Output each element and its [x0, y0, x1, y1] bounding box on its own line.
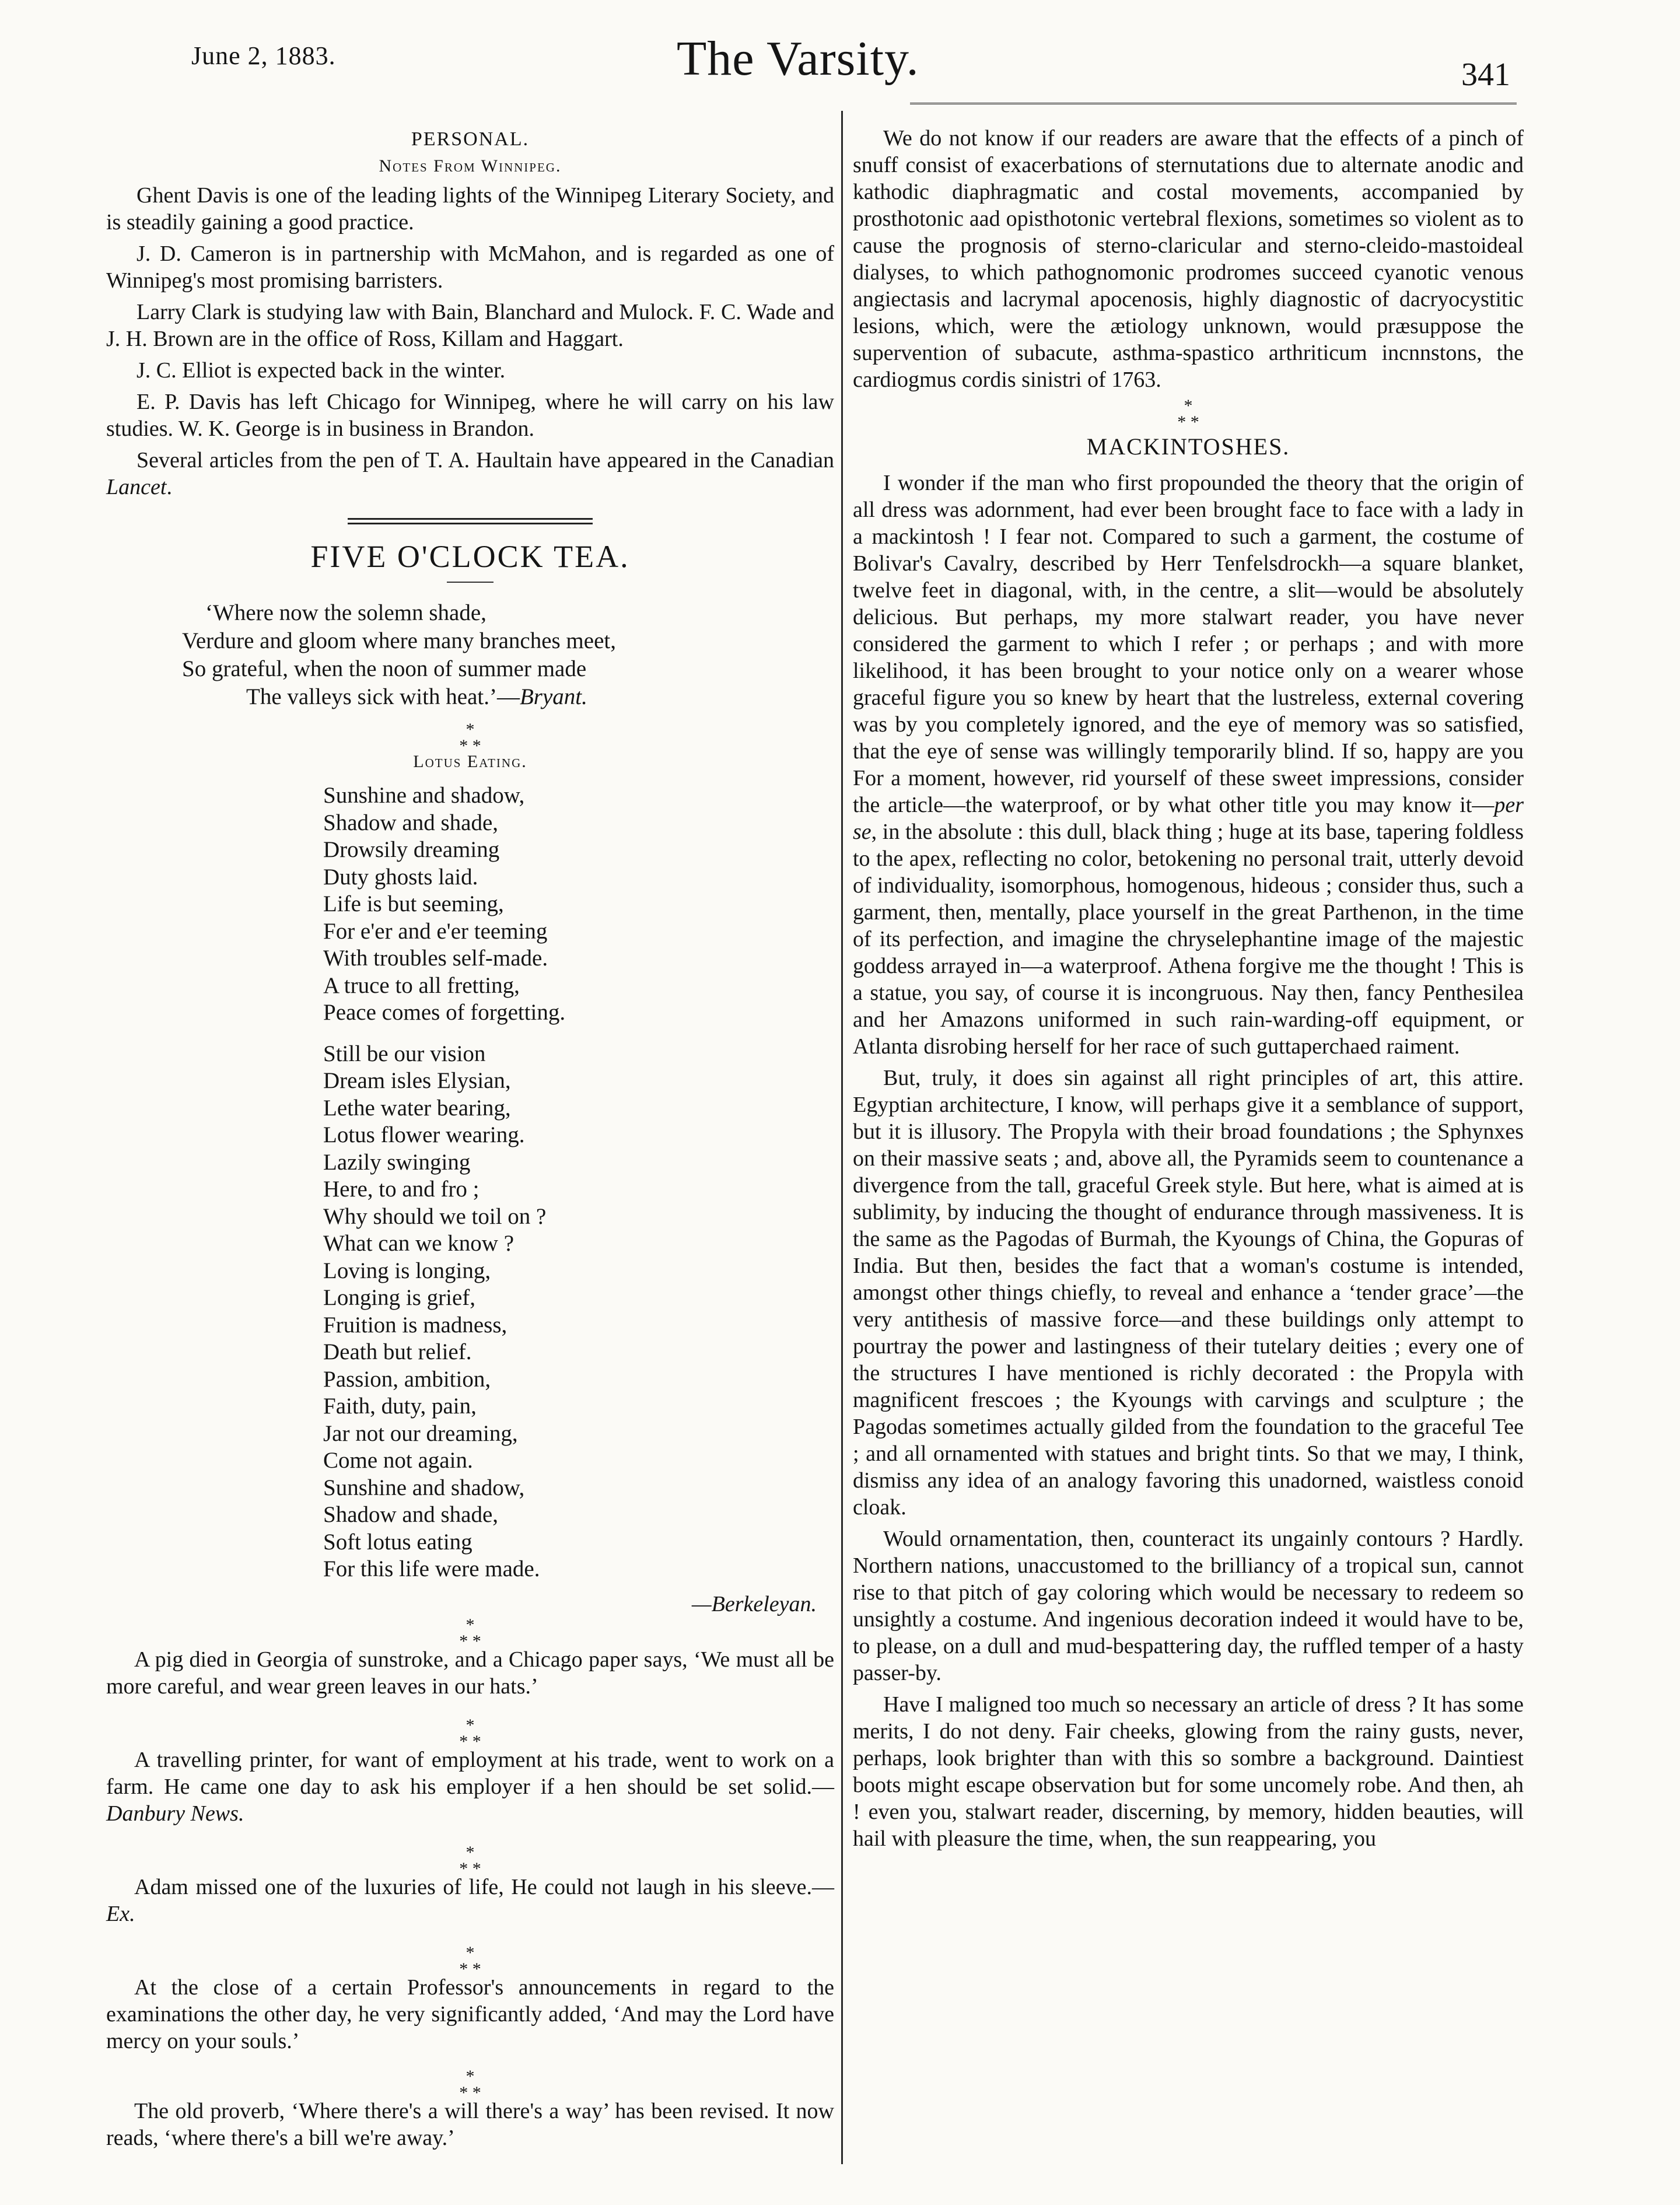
right-column	[853, 125, 1524, 1857]
news-item-text: A pig died in Georgia of sunstroke, and a Chicago paper says, ‘We must all be more careful, and wear green leaves in our hats.’	[106, 1647, 834, 1699]
poem-line: Here, to and fro ;	[323, 1177, 480, 1202]
poem-line: Loving is longing,	[323, 1258, 491, 1283]
asterism-divider: * * *	[459, 2066, 481, 2102]
mackintoshes-paragraph: Would ornamentation, then, counteract its ungainly contours ? Hardly. Northern nations, unaccustomed to the brilliancy of a tropical sun, cannot rise to that pitch of gay coloring which would be necessary to redeem so unsightly a costume. And ingenious decoration indeed it would have to be, to please, on a dull and mud-bespattering day, the ruffled temper of a hasty passer-by.	[853, 1527, 1524, 1685]
personal-paragraph: J. D. Cameron is in partnership with McMahon, and is regarded as one of Winnipeg's most promising barristers.	[106, 242, 834, 293]
poem-line: For e'er and e'er teeming	[323, 918, 548, 944]
epigraph-author: Bryant.	[519, 684, 587, 709]
paragraph-italic: per se	[853, 793, 1524, 844]
personal-paragraph: Ghent Davis is one of the leading lights of the Winnipeg Literary Society, and is steadily gaining a good practice.	[106, 183, 834, 235]
poem-line: Longing is grief,	[323, 1285, 476, 1310]
news-item-source: Danbury News.	[106, 1801, 244, 1826]
poem-line: Duty ghosts laid.	[323, 864, 478, 890]
news-item-body: A travelling printer, for want of employment at his trade, went to work on a farm. He came one day to ask his employer if a hen should be set solid.—	[106, 1747, 834, 1799]
news-item	[106, 1974, 834, 2054]
news-item-text: The old proverb, ‘Where there's a will there's a way’ has been revised. It now reads, ‘where there's a bill we're away.’	[106, 2098, 834, 2150]
news-item-text: At the close of a certain Professor's announcements in regard to the examinations the other day, he very significantly added, ‘And may the Lord have mercy on your souls.’	[106, 1975, 834, 2053]
personal-paragraph: Larry Clark is studying law with Bain, Blanchard and Mulock. F. C. Wade and J. H. Brown are in the office of Ross, Killam and Haggart.	[106, 300, 834, 351]
asterism-divider: * * *	[1177, 396, 1199, 432]
heading-rule	[447, 582, 494, 583]
poem-line: Drowsily dreaming	[323, 837, 500, 862]
asterism-divider: * * *	[459, 1943, 481, 1979]
asterism-divider: * * *	[459, 1615, 481, 1651]
personal-last-text: Several articles from the pen of T. A. Haultain have appeared in the Canadian	[136, 448, 834, 473]
issue-date: June 2, 1883.	[191, 41, 336, 70]
poem-line: Passion, ambition,	[323, 1366, 491, 1392]
poem-line: Shadow and shade,	[323, 1502, 499, 1527]
news-item-body: Adam missed one of the luxuries of life, He could not laugh in his sleeve.—	[134, 1874, 834, 1899]
newspaper-title: The Varsity.	[677, 32, 919, 86]
personal-paragraph	[106, 447, 834, 501]
poem-line: Dream isles Elysian,	[323, 1068, 511, 1093]
personal-heading: PERSONAL.	[411, 128, 530, 150]
poem-line: Lethe water bearing,	[323, 1095, 511, 1121]
poem-line: Come not again.	[323, 1448, 473, 1473]
poem-line: Still be our vision	[323, 1041, 486, 1066]
asterism-divider: * * *	[459, 720, 481, 755]
poem-line: What can we know ?	[323, 1231, 514, 1256]
poem-line: Soft lotus eating	[323, 1529, 473, 1555]
mackintoshes-heading: MACKINTOSHES.	[1086, 433, 1290, 460]
epigraph-line: Verdure and gloom where many branches meet,	[182, 628, 616, 653]
mackintoshes-paragraph: But, truly, it does sin against all right principles of art, this attire. Egyptian architecture, I know, will perhaps give it a semblance of support, but it is illusory. The Propyla with their broad foundations ; the Sphynxes on their massive seats ; and, above all, the Pyramids seem to countenance a divergence from the tall, graceful Greek style. But here, what is aimed at is sublimity, by inducing the thought of endurance through massiveness. It is the same as the Pagodas of Burmah, the Kyoungs of China, the Gopuras of India. But then, besides the fact that a woman's costume is intended, amongst other things chiefly, to reveal and enhance a ‘tender grace’—the very antithesis of massive force—and these buildings only attempt to pourtray the power and lastingness of their tutelary deities ; every one of the structures I have mentioned is richly decorated : the Propyla with magnificent frescoes ; the Kyoungs with carvings and sculpture ; the Pagodas sometimes actually gilded from the foundation to the graceful Tee ; and all ornamented with statues and bright tints. So that we may, I think, dismiss any idea of an analogy favoring this unadorned, waistless conoid cloak.	[853, 1066, 1524, 1520]
poem-line: Peace comes of forgetting.	[323, 1000, 566, 1025]
personal-paragraph: J. C. Elliot is expected back in the winter.	[136, 358, 506, 383]
column-divider	[841, 111, 843, 2164]
mackintoshes-paragraph	[853, 470, 1524, 1060]
header-rule	[910, 103, 1517, 104]
news-item	[106, 1874, 834, 1927]
epigraph-line	[205, 683, 834, 711]
epigraph-line: ‘Where now the solemn shade,	[205, 600, 487, 625]
poem-line: Shadow and shade,	[323, 810, 499, 835]
mackintoshes-paragraph: Have I maligned too much so necessary an article of dress ? It has some merits, I do not deny. Fair cheeks, glowing from the rainy gusts, never, perhaps, look brighter than with this so sombre a background. Daintiest boots might escape observation but for some uncomely robe. And then, ah ! even you, stalwart reader, discerning, by memory, hidden beauties, will hail with pleasure the time, when, the sun reappearing, you	[853, 1692, 1524, 1851]
poem-line: Death but relief.	[323, 1339, 472, 1364]
poem-line: Lotus flower wearing.	[323, 1122, 525, 1147]
personal-last-italic: Lancet	[106, 475, 167, 499]
poem-line: Faith, duty, pain,	[323, 1394, 477, 1419]
news-item-text	[106, 1874, 834, 1927]
poem-stanza-1	[323, 782, 834, 1027]
poem-line: Sunshine and shadow,	[323, 1475, 525, 1500]
section-divider	[348, 518, 593, 524]
poem-line: With troubles self-made.	[323, 946, 548, 971]
poem-line: Jar not our dreaming,	[323, 1420, 518, 1446]
news-item-source: Ex.	[106, 1901, 135, 1926]
news-item-text	[106, 1746, 834, 1827]
personal-paragraph: E. P. Davis has left Chicago for Winnipeg, where he will carry on his law studies. W. K. George is in business in Brandon.	[106, 390, 834, 441]
paragraph-text: I wonder if the man who first propounded the theory that the origin of all dress was adornment, had ever been brought face to face with a lady in a mackintosh ! I fear not. Compared to such a garment, the costume of Bolivar's Cavalry, described by Herr Tenfelsdrockh—a square blanket, twelve feet in diagonal, with, in the centre, a slit—would be absolutely delicious. But perhaps, my more stalwart reader, you have never considered the garment to which I refer ; or perhaps ; and with more likelihood, it has been brought to your notice only on a wearer whose graceful figure you so knew by heart that the lustreless, external covering was by you completely ignored, and the eye of memory was so satisfied, that the eye of sense was willingly temporarily blind. If so, happy are you For a moment, however, rid yourself of these sweet impressions, consider the article—the waterproof, or by what other title you may know it—	[853, 471, 1524, 817]
poem-line: Sunshine and shadow,	[323, 783, 525, 808]
news-item	[106, 1746, 834, 1827]
paragraph-text: , in the absolute : this dull, black thing ; huge at its base, tapering foldless to the apex, reflecting no color, betokening no personal trait, utterly devoid of individuality, isomorphous, homogenous, hideous ; consider thus, such a garment, then, mentally, place yourself in the great Parthenon, in the time of its perfection, and imagine the chryselephantine image of the majestic goddess arrayed in—a waterproof. Athena forgive me the thought ! This is a statue, you say, of course it is incongruous. Nay then, fancy Penthesilea and her Amazons uniformed in such rain-warding-off equipment, or Atlanta disrobing herself for her race of such guttaperchaed raiment.	[853, 820, 1524, 1059]
news-item	[106, 1646, 834, 1700]
poem-line: Lazily swinging	[323, 1149, 471, 1175]
poem-line: For this life were made.	[323, 1556, 540, 1581]
asterism-divider: * * *	[459, 1842, 481, 1878]
epigraph-last: The valleys sick with heat.’—	[246, 684, 520, 709]
news-item	[106, 2098, 834, 2151]
epigraph	[182, 599, 834, 711]
left-column	[106, 117, 834, 2156]
asterism-divider: * * *	[459, 1715, 481, 1751]
personal-subheading: Notes From Winnipeg.	[379, 156, 562, 176]
poem-source: —Berkeleyan.	[691, 1591, 817, 1616]
poem-line: A truce to all fretting,	[323, 972, 520, 998]
poem-line: Fruition is madness,	[323, 1312, 508, 1338]
poem-line: Life is but seeming,	[323, 891, 504, 916]
poem-line: Why should we toil on ?	[323, 1203, 547, 1229]
epigraph-line: So grateful, when the noon of summer made	[182, 656, 587, 681]
five-oclock-heading: FIVE O'CLOCK TEA.	[310, 539, 630, 574]
page-number: 341	[1461, 57, 1510, 93]
personal-last-end: .	[166, 475, 172, 499]
snuff-paragraph: We do not know if our readers are aware that the effects of a pinch of snuff consist of exacerbations of sternutations due to alternate anodic and kathodic diaphragmatic and costal movements, accompanied by prosthotonic aad opisthotonic vertebral flexions, sometimes so violent as to cause the prognosis of sterno-claricular and sterno-cleido-mastoideal dialyses, to which pathognomonic prodromes succeed cyanotic venous angiectasis and lacrymal apocenosis, highly diagnostic of dacryocystitic lesions, which, were the ætiology unknown, would præsuppose the supervention of subacute, asthma-spastico arthriticum incnnstons, the cardiogmus cordis sinistri of 1763.	[853, 126, 1524, 392]
poem-title: Lotus Eating.	[413, 752, 527, 771]
poem-stanza-2	[323, 1041, 834, 1583]
